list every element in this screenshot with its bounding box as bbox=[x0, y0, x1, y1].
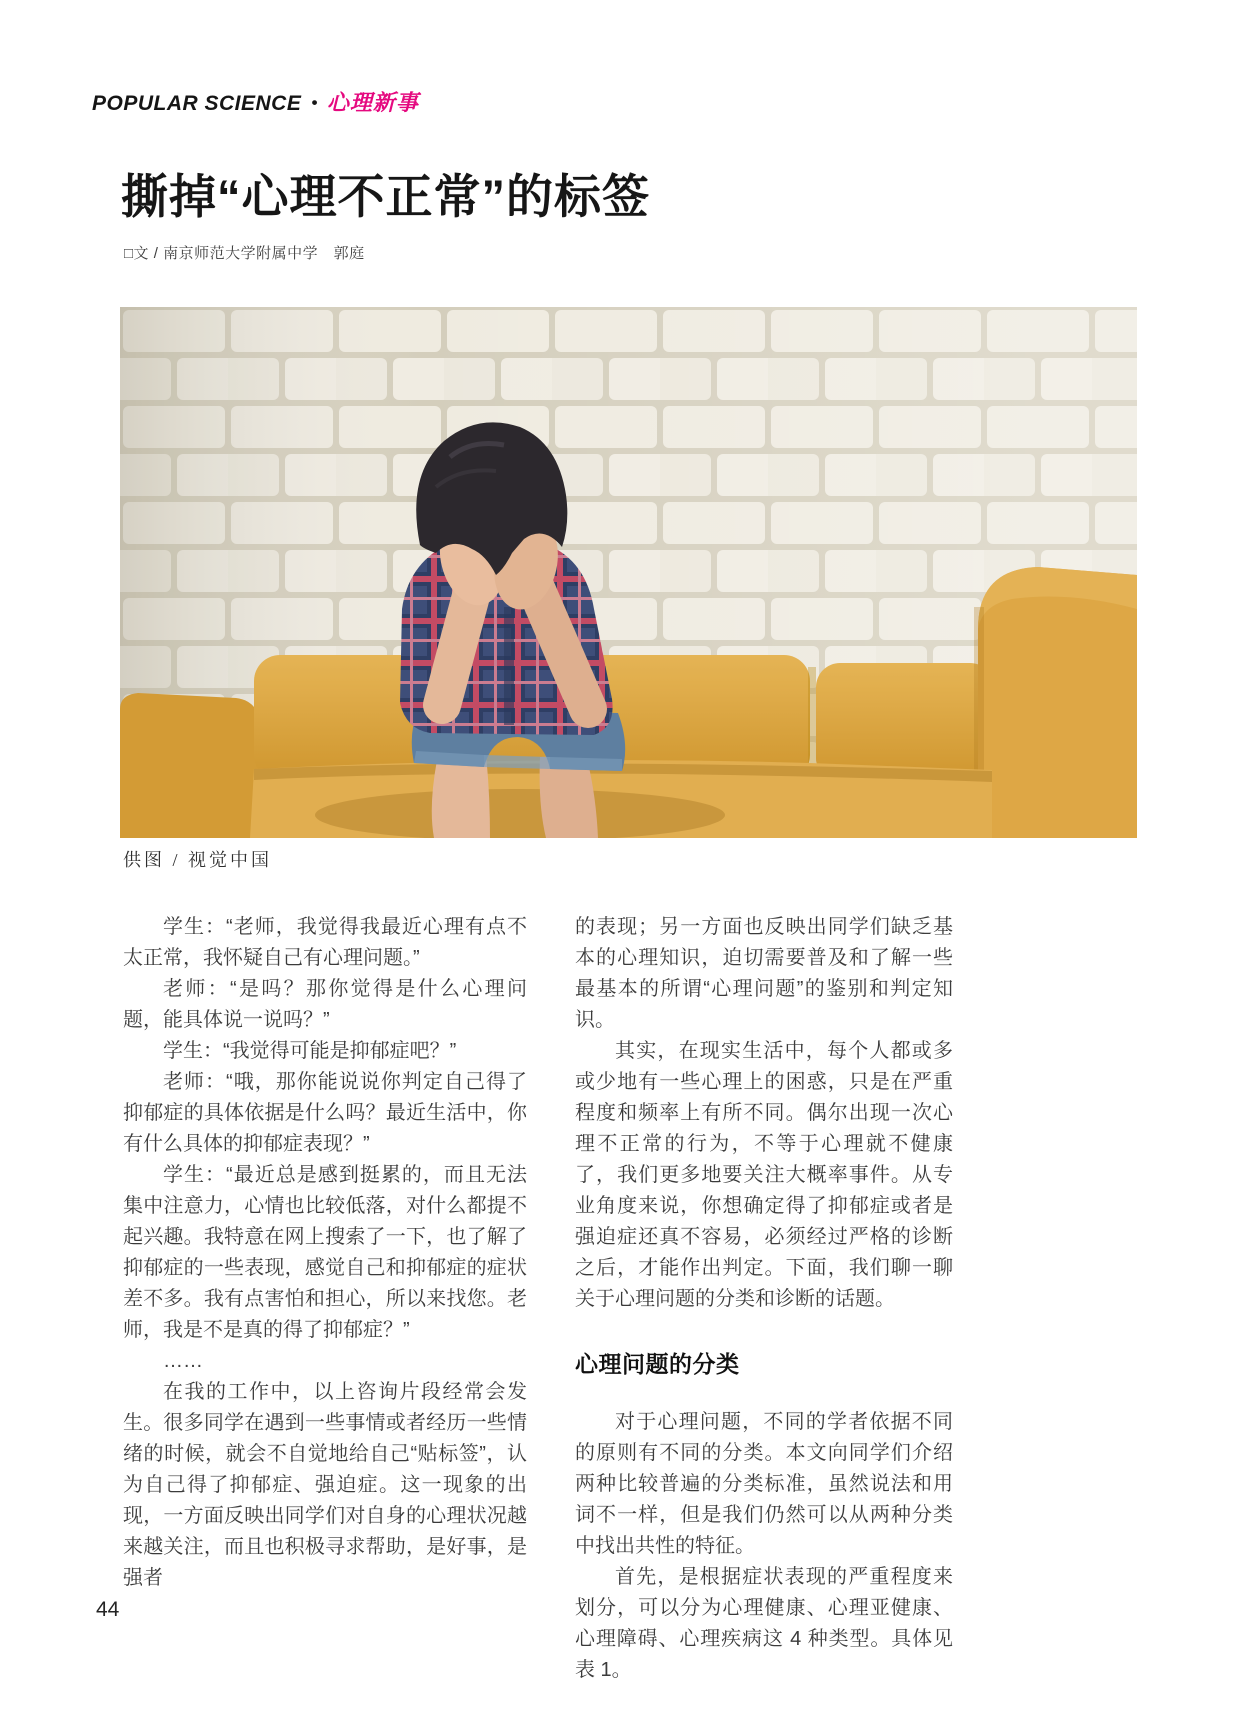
body-paragraph: 首先，是根据症状表现的严重程度来划分，可以分为心理健康、心理亚健康、心理障碍、心理疾病这 4 种类型。具体见表 1。 bbox=[575, 1566, 953, 1681]
body-paragraph: 学生：“老师，我觉得我最近心理有点不太正常，我怀疑自己有心理问题。” bbox=[123, 916, 527, 969]
body-paragraph: 老师：“哦，那你能说说你判定自己得了抑郁症的具体依据是什么吗？最近生活中，你有什么具体的抑郁症表现？” bbox=[123, 1071, 527, 1155]
body-paragraph: 其实，在现实生活中，每个人都或多或少地有一些心理上的困惑，只是在严重程度和频率上有所不同。偶尔出现一次心理不正常的行为，不等于心理就不健康了，我们更多地要关注大概率事件。从专业角度来说，你想确定得了抑郁症或者是强迫症还真不容易，必须经过严格的诊断之后，才能作出判定。下面，我们聊一聊关于心理问题的分类和诊断的话题。 bbox=[575, 1040, 953, 1310]
body-paragraph: …… bbox=[163, 1350, 203, 1372]
body-paragraph: 在我的工作中，以上咨询片段经常会发生。很多同学在遇到一些事情或者经历一些情绪的时候，就会不自觉地给自己“贴标签”，认为自己得了抑郁症、强迫症。这一现象的出现，一方面反映出同学们对自身的心理状况越来越关注，而且也积极寻求帮助，是好事，是强者 bbox=[123, 1381, 527, 1589]
masthead-section-label: 心理新事 bbox=[326, 90, 419, 115]
body-column-left bbox=[123, 912, 527, 1594]
article-photo bbox=[120, 307, 1137, 838]
article-body bbox=[123, 912, 953, 1681]
masthead-dot-icon: • bbox=[311, 93, 318, 112]
body-paragraph: 老师：“是吗？那你觉得是什么心理问题，能具体说一说吗？” bbox=[123, 978, 527, 1031]
photo-caption: 供图 / 视觉中国 bbox=[123, 850, 273, 870]
article-byline: □文 / 南京师范大学附属中学 郭庭 bbox=[124, 245, 365, 262]
body-paragraph: 学生：“最近总是感到挺累的，而且无法集中注意力，心情也比较低落，对什么都提不起兴趣。我特意在网上搜索了一下，也了解了抑郁症的一些表现，感觉自己和抑郁症的症状差不多。我有点害怕和担心，所以来找您。老师，我是不是真的得了抑郁症？” bbox=[123, 1164, 527, 1341]
body-paragraph: 的表现；另一方面也反映出同学们缺乏基本的心理知识，迫切需要普及和了解一些最基本的所谓“心理问题”的鉴别和判定知识。 bbox=[575, 916, 953, 1031]
section-heading: 心理问题的分类 bbox=[575, 1351, 740, 1377]
masthead-brand: POPULAR SCIENCE bbox=[92, 92, 302, 115]
page-number: 44 bbox=[96, 1598, 120, 1621]
body-paragraph: 学生：“我觉得可能是抑郁症吧？” bbox=[163, 1040, 457, 1062]
body-paragraph: 对于心理问题，不同的学者依据不同的原则有不同的分类。本文向同学们介绍两种比较普遍的分类标准，虽然说法和用词不一样，但是我们仍然可以从两种分类中找出共性的特征。 bbox=[575, 1411, 953, 1557]
photo-illustration bbox=[120, 307, 1137, 838]
masthead bbox=[92, 86, 419, 117]
body-column-right bbox=[575, 912, 953, 1686]
article-title: 撕掉“心理不正常”的标签 bbox=[121, 170, 650, 223]
